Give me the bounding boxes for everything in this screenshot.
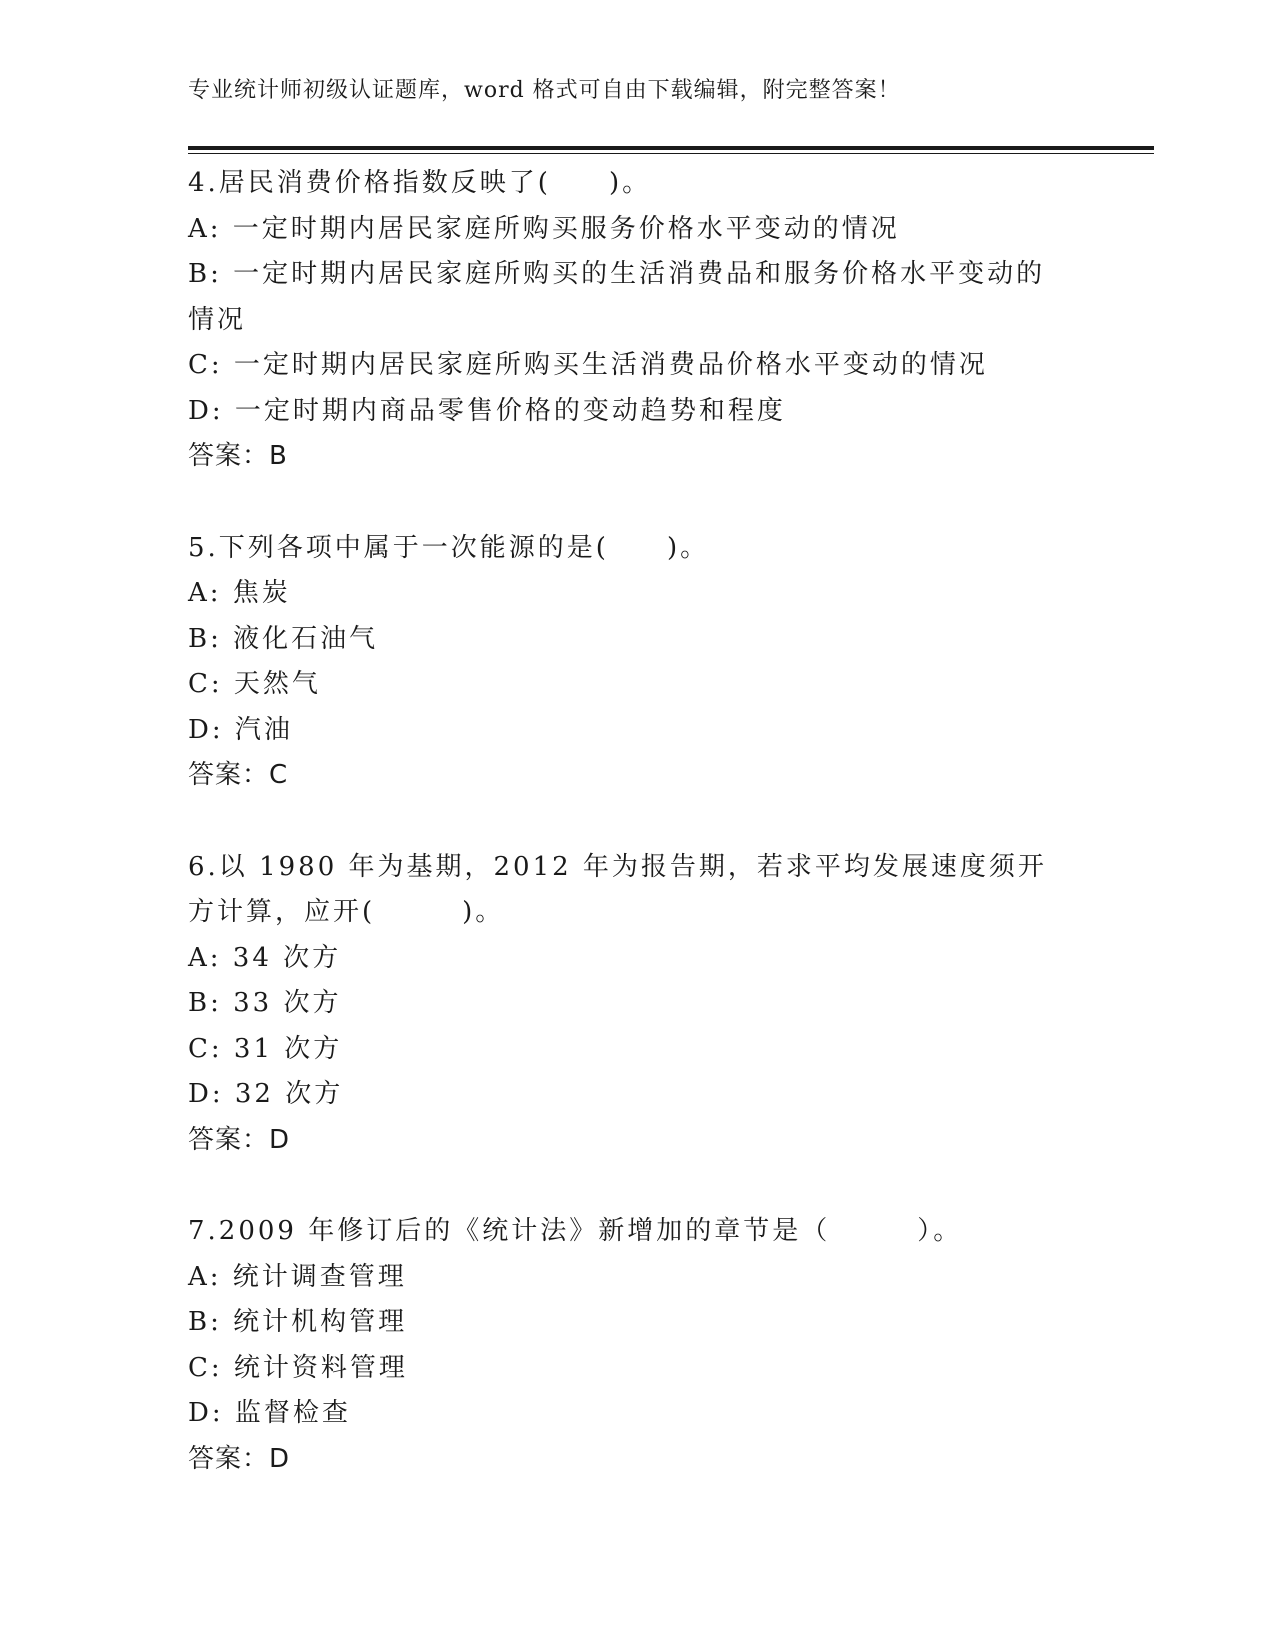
option-c: C: 统计资料管理 <box>188 1352 408 1383</box>
option-c: C: 天然气 <box>188 669 321 699</box>
header-divider-thin <box>188 153 1154 154</box>
option-a: A: 一定时期内居民家庭所购买服务价格水平变动的情况 <box>188 213 900 244</box>
option-a: A: 统计调查管理 <box>188 1261 407 1292</box>
question-stem: 7.2009 年修订后的《统计法》新增加的章节是（ ）。 <box>188 1216 963 1246</box>
page-header-title: 专业统计师初级认证题库，word 格式可自由下载编辑，附完整答案！ <box>188 78 901 103</box>
answer-label: 答案：D <box>188 1124 291 1155</box>
question-stem: 5.下列各项中属于一次能源的是( )。 <box>188 532 710 563</box>
answer-label: 答案：D <box>188 1443 291 1474</box>
answer-label: 答案：B <box>188 441 288 471</box>
question-list <box>188 161 1088 1482</box>
option-b: B: 33 次方 <box>188 988 342 1018</box>
answer-label: 答案：C <box>188 760 289 790</box>
option-d: D: 汽油 <box>188 714 293 745</box>
question-block <box>188 526 1088 799</box>
question-block <box>188 161 1088 480</box>
option-d: D: 一定时期内商品零售价格的变动趋势和程度 <box>188 395 786 426</box>
option-c: C: 一定时期内居民家庭所购买生活消费品价格水平变动的情况 <box>188 350 988 380</box>
option-a: A: 焦炭 <box>188 578 291 608</box>
header-divider-thick <box>188 146 1154 150</box>
option-c: C: 31 次方 <box>188 1033 343 1064</box>
option-b: B: 液化石油气 <box>188 623 379 654</box>
option-b: B: 一定时期内居民家庭所购买的生活消费品和服务价格水平变动的情况 <box>188 259 1046 335</box>
option-d: D: 32 次方 <box>188 1079 344 1109</box>
option-b: B: 统计机构管理 <box>188 1307 408 1337</box>
option-a: A: 34 次方 <box>188 942 342 973</box>
question-block <box>188 1209 1088 1482</box>
question-block <box>188 845 1088 1164</box>
question-stem: 4.居民消费价格指数反映了( )。 <box>188 168 652 198</box>
question-stem: 6.以 1980 年为基期，2012 年为报告期，若求平均发展速度须开方计算，应开( )。 <box>188 851 1047 927</box>
option-d: D: 监督检查 <box>188 1398 351 1428</box>
